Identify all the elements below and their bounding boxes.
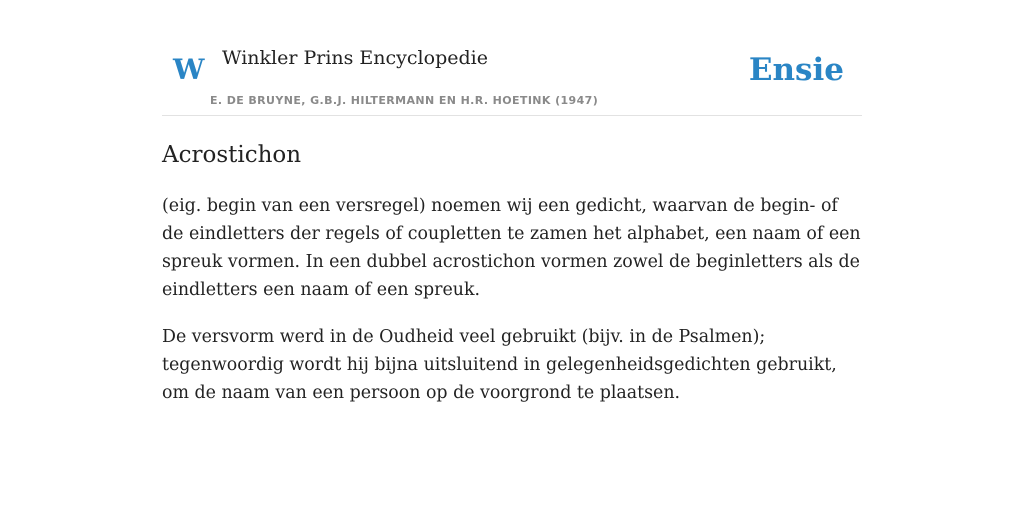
entry-title: Acrostichon [162,142,302,168]
authors-line: E. DE BRUYNE, G.B.J. HILTERMANN EN H.R. HOETINK (1947) [210,94,599,107]
ensie-logo-link[interactable]: Ensie [748,52,844,88]
page [162,0,862,407]
source-header [162,44,862,116]
entry-paragraph: De versvorm werd in de Oudheid veel gebruikt (bijv. in de Psalmen); tegenwoordig wordt hij bijna uitsluitend in gelegenheidsgedichten gebruikt, om de naam van een persoon op de voorgrond te plaatsen. [162,327,837,403]
encyclopedia-logo-icon[interactable]: W [173,53,205,86]
book-title-link[interactable]: Winkler Prins Encyclopedie [222,47,488,69]
entry-body [162,192,862,407]
entry-paragraph: (eig. begin van een versregel) noemen wij een gedicht, waarvan de begin- of de eindletters der regels of coupletten te zamen het alphabet, een naam of een spreuk vormen. In een dubbel acrostichon vormen zowel de beginletters als de eindletters een naam of een spreuk. [162,196,861,300]
